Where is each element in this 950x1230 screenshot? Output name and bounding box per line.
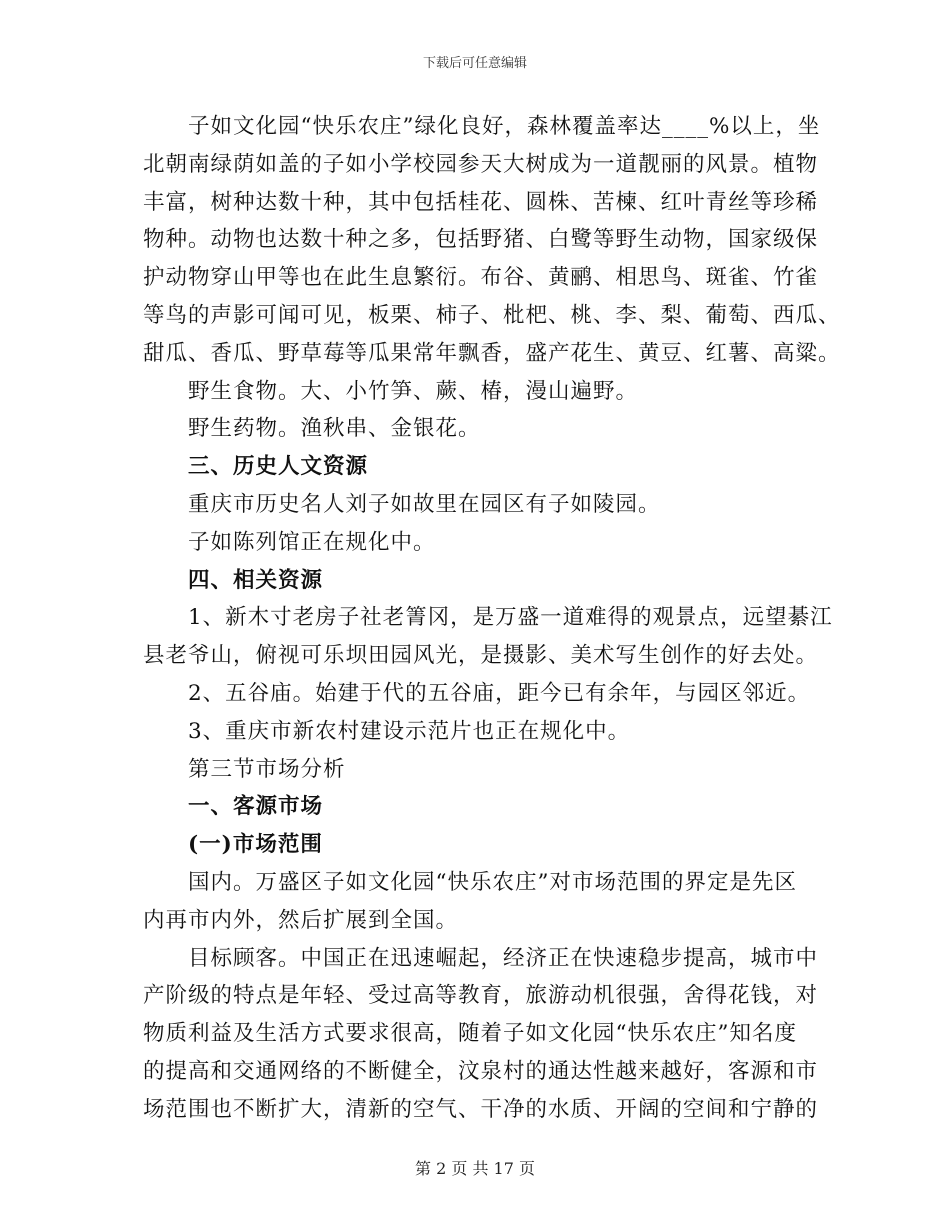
- page-footer: 第 2 页 共 17 页: [415, 1159, 535, 1178]
- text-line: 目标顾客。中国正在迅速崛起，经济正在快速稳步提高，城市中: [188, 945, 819, 971]
- section-heading: (一)市场范围: [188, 832, 323, 858]
- text-line: 野生药物。渔秋串、金银花。: [188, 416, 481, 442]
- text-line: 内再市内外，然后扩展到全国。: [143, 907, 459, 933]
- text-line: 2、五谷庙。始建于代的五谷庙，距今已有余年，与园区邻近。: [188, 680, 811, 706]
- page-header: 下载后可任意编辑: [422, 56, 527, 71]
- text-line: 重庆市历史名人刘子如故里在园区有子如陵园。: [188, 491, 661, 517]
- text-line: 北朝南绿荫如盖的子如小学校园参天大树成为一道靓丽的风景。植物: [143, 151, 819, 177]
- text-line: 3、重庆市新农村建设示范片也正在规化中。: [188, 718, 631, 744]
- document-body: [143, 108, 841, 1129]
- text-line: 野生食物。大、小竹笋、蕨、椿，漫山遍野。: [188, 378, 639, 404]
- section-heading: 四、相关资源: [188, 567, 324, 593]
- text-line: 物种。动物也达数十种之多，包括野猪、白鹭等野生动物，国家级保: [143, 227, 819, 253]
- text-line: 物质利益及生活方式要求很高，随着子如文化园“快乐农庄”知名度: [143, 1021, 797, 1047]
- text-line: 国内。万盛区子如文化园“快乐农庄”对市场范围的界定是先区: [188, 869, 797, 895]
- text-line: 子如陈列馆正在规化中。: [188, 529, 436, 555]
- text-line: 丰富，树种达数十种，其中包括桂花、圆株、苦楝、红叶青丝等珍稀: [143, 189, 819, 215]
- text-line: 等鸟的声影可闻可见，板栗、柿子、枇杷、桃、李、梨、葡萄、西瓜、: [143, 302, 841, 328]
- text-line: 县老爷山，俯视可乐坝田园风光，是摄影、美术写生创作的好去处。: [143, 643, 819, 669]
- text-line: 甜瓜、香瓜、野草莓等瓜果常年飘香，盛产花生、黄豆、红薯、高粱。: [143, 340, 841, 366]
- section-heading: 一、客源市场: [188, 794, 324, 820]
- text-line: 护动物穿山甲等也在此生息繁衍。布谷、黄鹂、相思鸟、斑雀、竹雀: [143, 265, 819, 291]
- text-line: 产阶级的特点是年轻、受过高等教育，旅游动机很强，舍得花钱，对: [143, 983, 819, 1009]
- section-heading: 三、历史人文资源: [188, 454, 369, 480]
- text-line: 场范围也不断扩大，清新的空气、干净的水质、开阔的空间和宁静的: [143, 1096, 819, 1122]
- text-line: 第三节市场分析: [188, 756, 346, 782]
- text-line: 的提高和交通网络的不断健全，汶泉村的通达性越来越好，客源和市: [143, 1058, 819, 1084]
- text-line: 子如文化园“快乐农庄”绿化良好，森林覆盖率达____%以上，坐: [188, 114, 821, 139]
- text-line: 1、新木寸老房子社老箐冈，是万盛一道难得的观景点，远望綦江: [188, 605, 833, 631]
